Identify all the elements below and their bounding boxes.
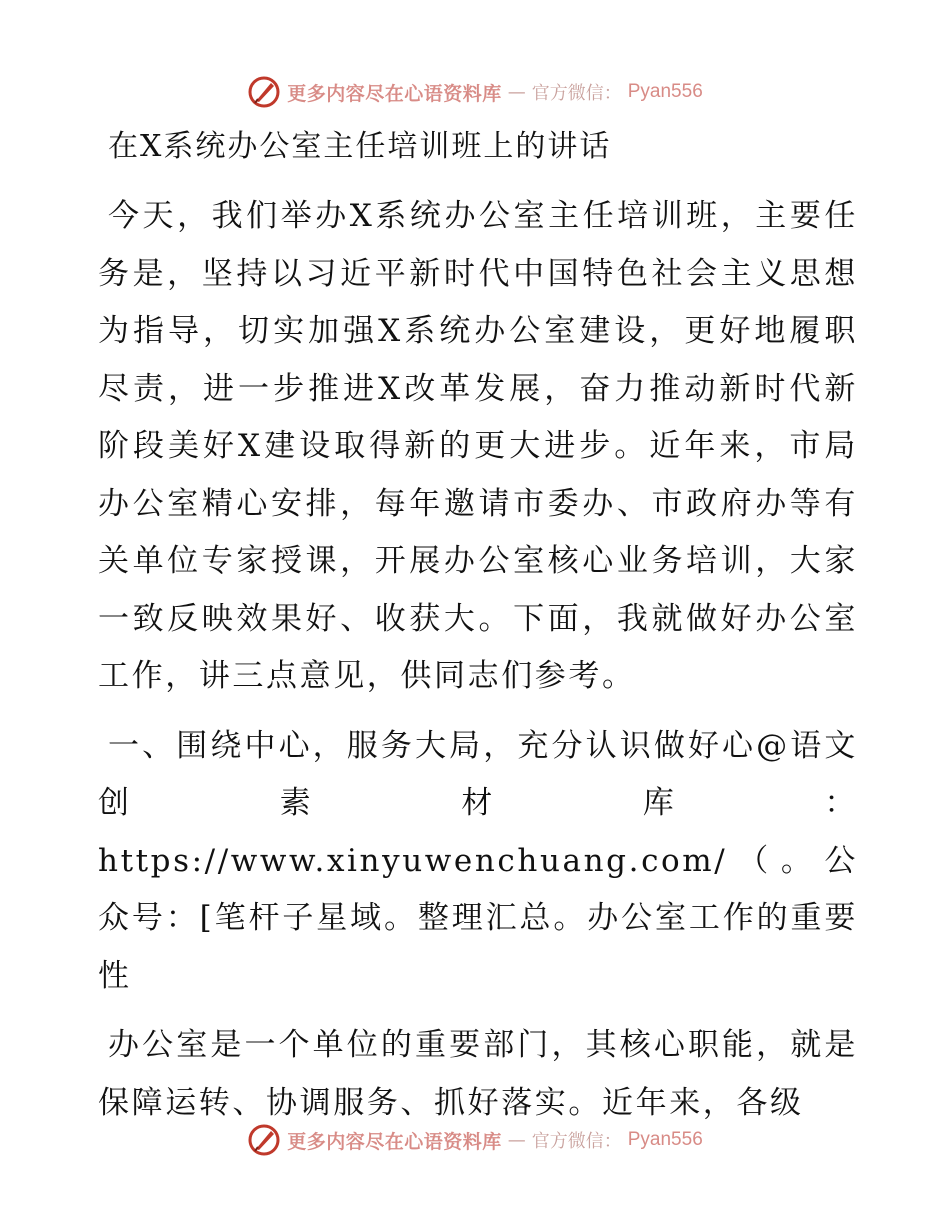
paragraph-intro: 今天，我们举办X系统办公室主任培训班，主要任务是，坚持以习近平新时代中国特色社会主义思想为指导，切实加强X系统办公室建设，更好地履职尽责，进一步推进X改革发展，奋力推动新时代新阶段美好X建设取得新的更大进步。近年来，市局办公室精心安排，每年邀请市委办、市政府办等有关单位专家授课，开展办公室核心业务培训，大家一致反映效果好、收获大。下面，我就做好办公室工作，讲三点意见，供同志们参考。 <box>98 198 858 694</box>
watermark-wechat-id: Pyan556 <box>627 81 703 102</box>
document-body <box>98 124 858 1144</box>
watermark-wechat-label: 官方微信： <box>531 1131 622 1152</box>
watermark-separator: — <box>507 1129 526 1151</box>
footer-watermark <box>0 1120 950 1160</box>
watermark-text: 更多内容尽在心语资料库 <box>287 1130 502 1153</box>
paragraph-office-role: 办公室是一个单位的重要部门，其核心职能，就是保障运转、协调服务、抓好落实。近年来，各级 <box>98 1027 858 1121</box>
section-heading-one: 一、围绕中心，服务大局，充分认识做好心@语文创素材库：https://www.xinyuwenchuang.com/（。公众号：[笔杆子星域。整理汇总。办公室工作的重要性 <box>98 727 858 994</box>
watermark-wechat-label: 官方微信： <box>531 83 622 104</box>
quill-logo-icon <box>247 1123 281 1157</box>
header-watermark <box>0 72 950 112</box>
watermark-text: 更多内容尽在心语资料库 <box>287 82 502 105</box>
watermark-separator: — <box>507 81 526 103</box>
watermark-wechat-id: Pyan556 <box>627 1129 703 1150</box>
quill-logo-icon <box>247 75 281 109</box>
document-title: 在X系统办公室主任培训班上的讲话 <box>108 129 612 164</box>
